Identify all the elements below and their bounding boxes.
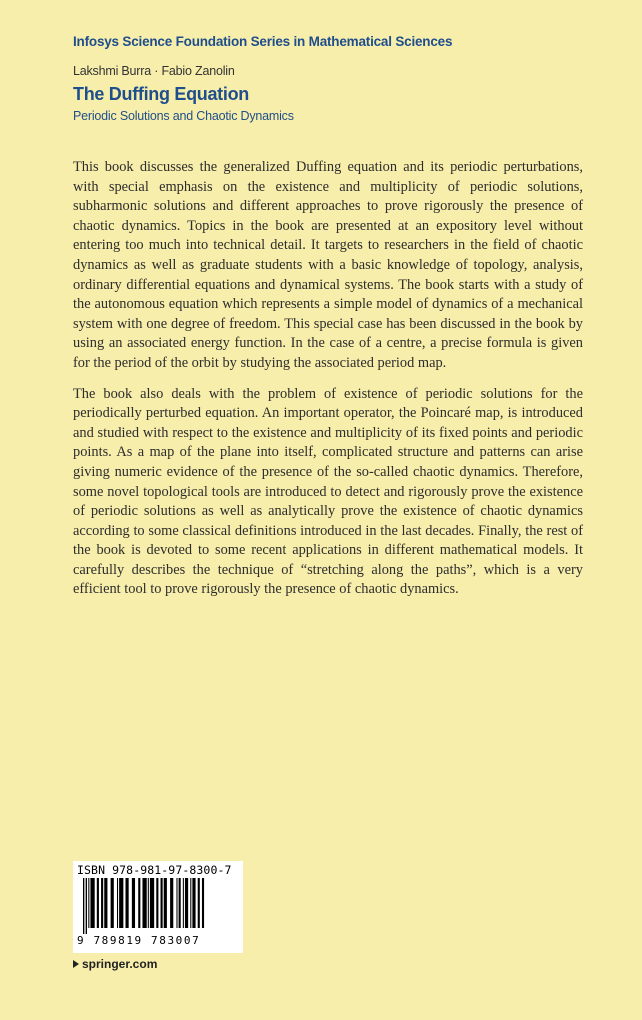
isbn-label: ISBN 978-981-97-8300-7	[77, 863, 232, 877]
description-paragraph-1: This book discusses the generalized Duffing equation and its periodic perturbations, with special emphasis on the existence and multiplicity of periodic solutions, subharmonic solutions and different approaches to prove rigorously the presence of chaotic dynamics. Topics in the book are presented at an expository level without entering too much into technical detail. It targets to researchers in the field of chaotic dynamics as well as graduate students with a basic knowledge of topology, analysis, ordinary differential equations and dynamical systems. The book starts with a study of the autonomous equation which represents a simple model of dynamics of a mechanical system with one degree of freedom. This special case has been discussed in the book by using an associated energy function. In the case of a centre, a precise formula is given for the period of the orbit by studying the associated period map.	[73, 159, 583, 371]
isbn-barcode	[73, 861, 243, 953]
publisher-url: springer.com	[82, 957, 158, 971]
barcode-digits: 9 789819 783007	[77, 934, 201, 947]
book-description	[73, 158, 583, 611]
book-authors: Lakshmi Burra · Fabio Zanolin	[73, 64, 235, 78]
description-paragraph-2: The book also deals with the problem of existence of periodic solutions for the periodically perturbed equation. An important operator, the Poincaré map, is introduced and studied with respect to the existence and multiplicity of its fixed points and periodic points. As a map of the plane into itself, complicated structure and patterns can arise giving numeric evidence of the presence of the so-called chaotic dynamics. Therefore, some novel topological tools are introduced to detect and rigorously prove the existence of periodic solutions as well as analytically prove the existence of chaotic dynamics according to some classical definitions introduced in the last decades. Finally, the rest of the book is devoted to some recent applications in different mathematical models. It carefully describes the technique of “stretching along the paths”, which is a very efficient tool to prove rigorously the presence of chaotic dynamics.	[73, 385, 583, 598]
barcode-bars-icon	[77, 878, 239, 934]
book-subtitle: Periodic Solutions and Chaotic Dynamics	[73, 109, 294, 123]
book-title: The Duffing Equation	[73, 84, 249, 104]
series-title: Infosys Science Foundation Series in Mathematical Sciences	[73, 34, 453, 49]
arrow-right-icon	[73, 960, 79, 968]
publisher-link[interactable]	[73, 957, 157, 971]
